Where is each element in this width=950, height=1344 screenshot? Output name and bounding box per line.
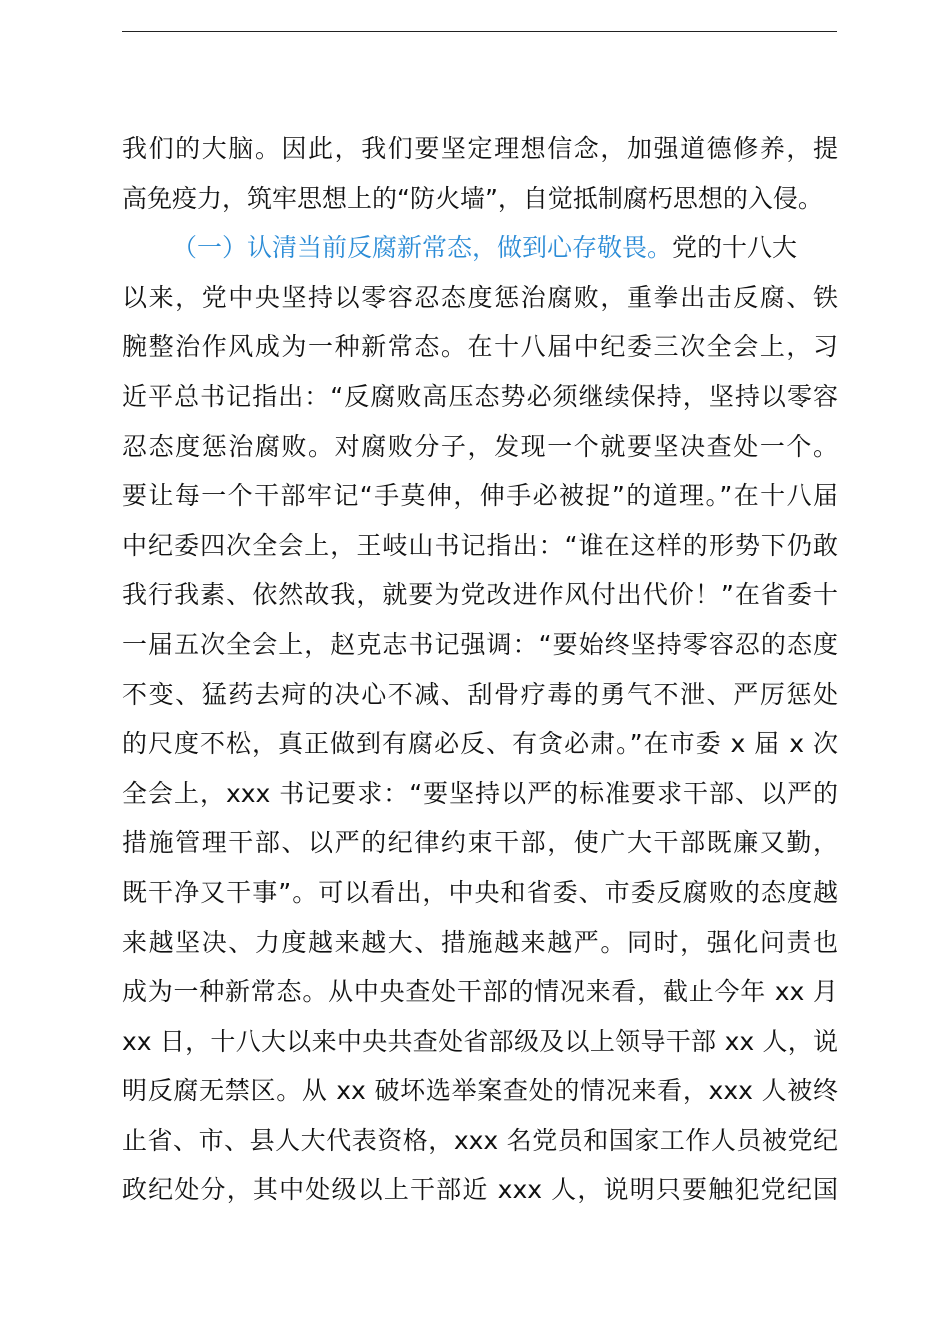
body-line-12: 不变、猛药去疴的决心不减、刮骨疗毒的勇气不泄、严厉惩处 xyxy=(122,679,838,709)
body-line-18: 成为一种新常态。从中央查处干部的情况来看，截止今年 xx 月 xyxy=(122,977,838,1007)
body-line-10: 我行我素、依然故我，就要为党改进作风付出代价！”在省委十 xyxy=(122,580,838,610)
body-line-9: 中纪委四次全会上，王岐山书记指出：“谁在这样的形势下仍敢 xyxy=(122,530,838,560)
body-line-5: 腕整治作风成为一种新常态。在十八届中纪委三次全会上，习 xyxy=(122,332,838,362)
body-line-8: 要让每一个干部牢记“手莫伸，伸手必被捉”的道理。”在十八届 xyxy=(122,481,838,511)
section-heading: （一）认清当前反腐新常态，做到心存敬畏。 xyxy=(172,233,673,263)
body-line-22: 政纪处分，其中处级以上干部近 xxx 人，说明只要触犯党纪国 xyxy=(122,1175,838,1205)
body-line-1: 我们的大脑。因此，我们要坚定理想信念，加强道德修养，提 xyxy=(122,134,838,163)
body-line-16: 既干净又干事”。可以看出，中央和省委、市委反腐败的态度越 xyxy=(122,877,838,907)
body-line-11: 一届五次全会上，赵克志书记强调：“要始终坚持零容忍的态度 xyxy=(122,629,838,659)
body-line-2: 高免疫力，筑牢思想上的“防火墙”，自觉抵制腐朽思想的入侵。 xyxy=(122,183,823,213)
body-line-15: 措施管理干部、以严的纪律约束干部，使广大干部既廉又勤， xyxy=(122,828,838,858)
body-line-6: 近平总书记指出：“反腐败高压态势必须继续保持，坚持以零容 xyxy=(122,381,838,411)
section-heading-tail: 党的十八大 xyxy=(672,233,798,263)
body-line-21: 止省、市、县人大代表资格，xxx 名党员和国家工作人员被党纪 xyxy=(122,1125,838,1155)
body-line-17: 来越坚决、力度越来越大、措施越来越严。同时，强化问责也 xyxy=(122,927,838,957)
document-body xyxy=(122,124,838,1215)
body-line-19: xx 日，十八大以来中央共查处省部级及以上领导干部 xx 人，说 xyxy=(122,1026,838,1056)
body-line-20: 明反腐无禁区。从 xx 破坏选举案查处的情况来看，xxx 人被终 xyxy=(122,1076,838,1106)
body-line-4: 以来，党中央坚持以零容忍态度惩治腐败，重拳出击反腐、铁 xyxy=(122,282,838,312)
section-heading-line xyxy=(122,223,838,273)
body-line-13: 的尺度不松，真正做到有腐必反、有贪必肃。”在市委 x 届 x 次 xyxy=(122,729,838,759)
body-line-7: 忍态度惩治腐败。对腐败分子，发现一个就要坚决查处一个。 xyxy=(122,431,838,461)
header-rule xyxy=(122,31,837,32)
body-line-14: 全会上，xxx 书记要求：“要坚持以严的标准要求干部、以严的 xyxy=(122,778,838,808)
